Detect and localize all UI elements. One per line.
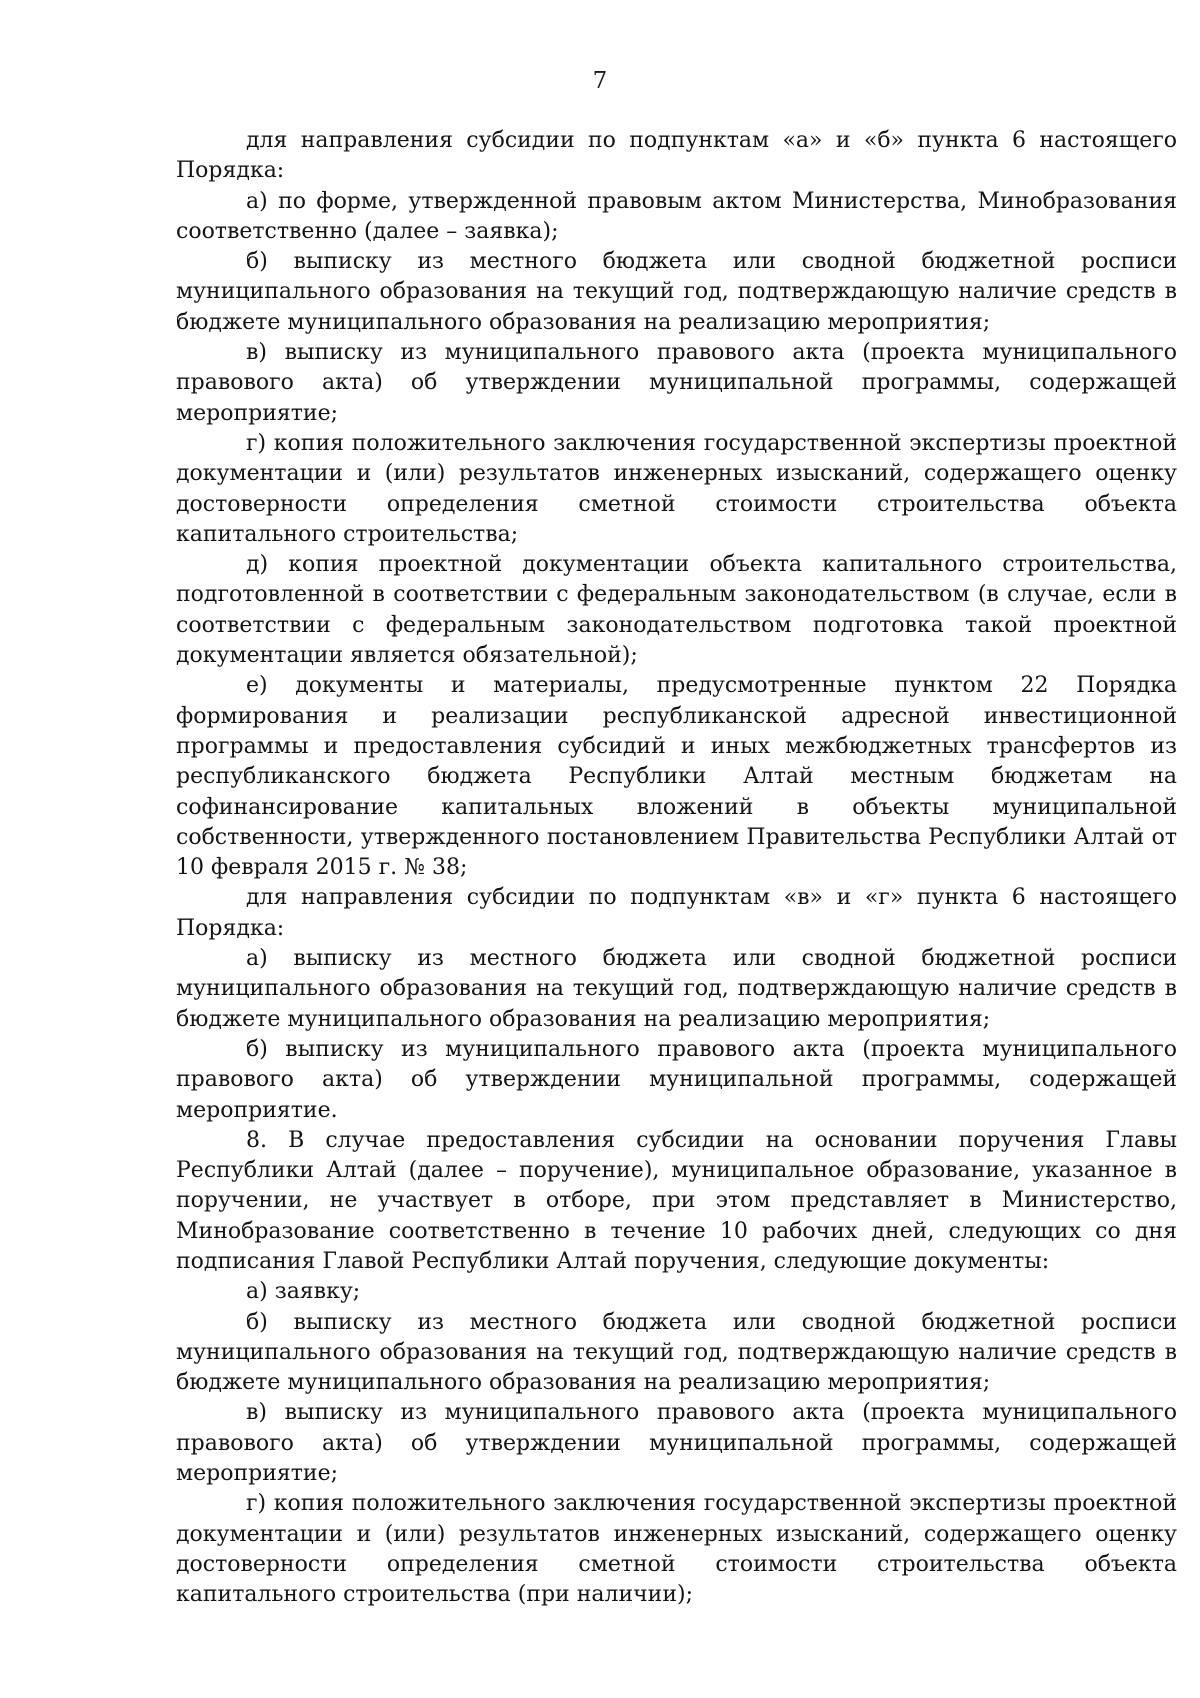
paragraph-intro-subsidy-a-b: для направления субсидии по подпунктам «а» и «б» пункта 6 настоящего Порядка: (176, 128, 1177, 184)
paragraph-item-e-documents: е) документы и материалы, предусмотренные пунктом 22 Порядка формирования и реализации республиканской адресной инвестиционной программы и предоставления субсидий и иных межбюджетных трансфертов из республиканского бюджета Республики Алтай местным бюджетам на софинансирование капитальных вложений в объекты муниципальной собственности, утвержденного постановлением Правительства Республики Алтай от 10 февраля 2015 г. № 38; (176, 673, 1177, 881)
paragraph-item-a-budget-extract: а) выписку из местного бюджета или сводной бюджетной росписи муниципального образования на текущий год, подтверждающую наличие средств в бюджете муниципального образования на реализацию мероприятия; (176, 946, 1177, 1032)
paragraph-item-g-expertise-copy-2: г) копия положительного заключения государственной экспертизы проектной документации и (или) результатов инженерных изысканий, содержащего оценку достоверности определения сметной стоимости строительства объекта капитального строительства (при наличии); (176, 1491, 1177, 1608)
document-body (176, 126, 1177, 1611)
paragraph-item-v-program-extract-2: в) выписку из муниципального правового акта (проекта муниципального правового акта) об утверждении муниципальной программы, содержащей мероприятие; (176, 1400, 1177, 1487)
page-number: 7 (592, 68, 608, 94)
paragraph-item-b-program-extract: б) выписку из муниципального правового акта (проекта муниципального правового акта) об утверждении муниципальной программы, содержащей мероприятие. (176, 1036, 1177, 1123)
paragraph-item-a-form: а) по форме, утвержденной правовым актом Министерства, Минобразования соответственно (далее – заявка); (176, 188, 1177, 244)
paragraph-item-a-application: а) заявку; (246, 1279, 361, 1305)
paragraph-item-b-budget-extract-2: б) выписку из местного бюджета или сводной бюджетной росписи муниципального образования на текущий год, подтверждающую наличие средств в бюджете муниципального образования на реализацию мероприятия; (176, 1309, 1177, 1396)
paragraph-item-b-budget-extract: б) выписку из местного бюджета или сводной бюджетной росписи муниципального образования на текущий год, подтверждающую наличие средств в бюджете муниципального образования на реализацию мероприятия; (176, 249, 1177, 335)
paragraph-intro-subsidy-v-g: для направления субсидии по подпунктам «в» и «г» пункта 6 настоящего Порядка: (176, 885, 1177, 941)
paragraph-item-v-program-extract: в) выписку из муниципального правового акта (проекта муниципального правового акта) об утверждении муниципальной программы, содержащей мероприятие; (176, 340, 1177, 426)
paragraph-item-d-project-docs: д) копия проектной документации объекта капитального строительства, подготовленной в соответствии с федеральным законодательством (в случае, если в соответствии с федеральным законодательством подготовка такой проектной документации является обязательной); (176, 552, 1177, 669)
paragraph-section-8: 8. В случае предоставления субсидии на основании поручения Главы Республики Алтай (далее – поручение), муниципальное образование, указанное в поручении, не участвует в отборе, при этом представляет в Министерство, Минобразование соответственно в течение 10 рабочих дней, следующих со дня подписания Главой Республики Алтай поручения, следующие документы: (176, 1127, 1177, 1274)
paragraph-item-g-expertise-copy: г) копия положительного заключения государственной экспертизы проектной документации и (или) результатов инженерных изысканий, содержащего оценку достоверности определения сметной стоимости строительства объекта капитального строительства; (176, 430, 1177, 547)
